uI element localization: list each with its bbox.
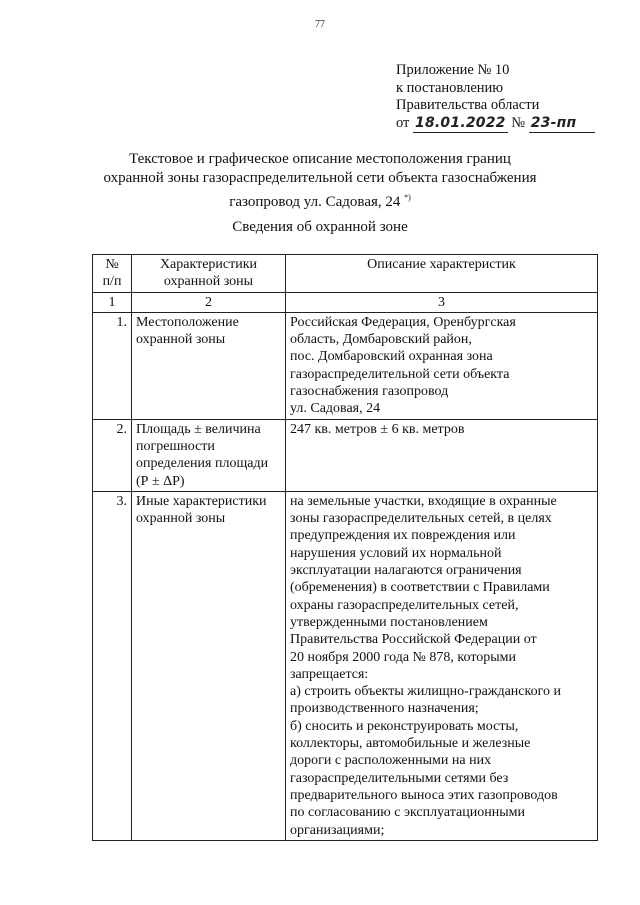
footnote-mark: *): [404, 193, 411, 202]
col-number: 1: [93, 292, 132, 312]
row-characteristic: Площадь ± величина погрешности определения площади (Р ± ΔР): [132, 419, 286, 491]
row-description: 247 кв. метров ± 6 кв. метров: [286, 419, 598, 491]
col-number: 3: [286, 292, 598, 312]
handwritten-date: 18.01.2022: [413, 115, 508, 134]
header-description: Описание характеристик: [286, 255, 598, 293]
zone-table: [92, 254, 598, 841]
table-row: [93, 419, 598, 491]
header-num: № п/п: [93, 255, 132, 293]
table-row: [93, 312, 598, 419]
row-description: Российская Федерация, Оренбургская область, Домбаровский район, пос. Домбаровский охранная зона газораспределительной сети объекта газоснабжения газопровод ул. Садовая, 24: [286, 312, 598, 419]
appendix-line: Правительства области: [396, 97, 540, 113]
appendix-block: [396, 62, 595, 133]
table-row: [93, 491, 598, 840]
appendix-line: Приложение № 10: [396, 62, 510, 78]
row-num: 2.: [93, 419, 132, 491]
row-characteristic: Местоположение охранной зоны: [132, 312, 286, 419]
handwritten-number: 23-пп: [529, 115, 595, 134]
row-num: 1.: [93, 312, 132, 419]
title-line-3: газопровод ул. Садовая, 24: [229, 194, 401, 210]
number-sign: №: [511, 114, 526, 131]
title-line: Текстовое и графическое описание местоположения границ: [129, 151, 511, 167]
col-number: 2: [132, 292, 286, 312]
section-subtitle: Сведения об охранной зоне: [232, 219, 408, 235]
appendix-date-line: [396, 115, 595, 134]
appendix-line: к постановлению: [396, 79, 504, 96]
row-characteristic: Иные характеристики охранной зоны: [132, 491, 286, 840]
table-header-row: [93, 255, 598, 293]
row-description: на земельные участки, входящие в охранные зоны газораспределительных сетей, в целях предупреждения их повреждения или нарушения условий их нормальной эксплуатации налагаются ограничения (обременения) в соответствии с Правилами охраны газораспределительных сетей, утвержденными постановлением Правительства Российской Федерации от 20 ноября 2000 года № 878, которыми запрещается: а) строить объекты жилищно-гражданского и производственного назначения; б) сносить и реконструировать мосты, коллекторы, автомобильные и железные дороги с расположенными на них газораспределительными сетями без предварительного выноса этих газопроводов по согласованию с эксплуатационными организациями;: [286, 491, 598, 840]
title-line: охранной зоны газораспределительной сети объекта газоснабжения: [103, 170, 537, 186]
date-prefix: от: [396, 114, 410, 131]
page-number: 77: [315, 19, 325, 30]
document-title: [0, 150, 640, 212]
header-characteristic: Характеристики охранной зоны: [132, 255, 286, 293]
table-col-number-row: [93, 292, 598, 312]
title-line: [0, 188, 640, 212]
row-num: 3.: [93, 491, 132, 840]
